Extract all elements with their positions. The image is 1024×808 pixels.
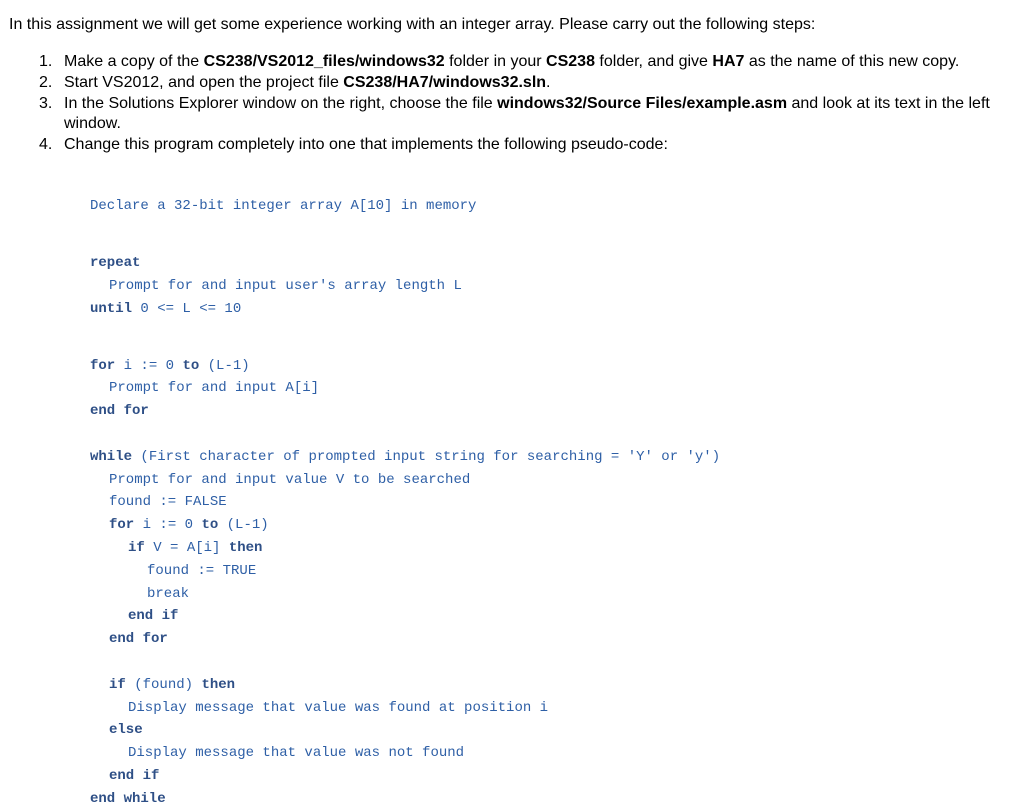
code-text: (First character of prompted input string for searching = 'Y' or 'y') [132,448,721,465]
code-line [109,493,227,511]
code-line [90,402,149,420]
code-text: (L-1) [218,517,269,534]
code-keyword: end while [90,790,166,807]
code-text: found := TRUE [147,562,257,579]
code-line [90,254,140,272]
code-line [109,676,235,694]
code-text: (found) [125,676,202,693]
code-line [128,699,548,717]
step-text: and look at its text in the left window. [64,95,990,132]
code-keyword: end if [109,768,160,784]
code-keyword: repeat [90,255,141,271]
code-keyword: end for [109,631,168,648]
intro-text: In this assignment we will get some experience working with an integer array. Please carry out the following steps: [9,16,816,33]
code-text: (L-1) [199,357,250,374]
code-line [109,630,168,648]
code-line [109,379,319,397]
code-keyword: then [228,540,263,556]
code-keyword: until [90,300,133,317]
code-keyword: to [182,357,200,374]
step-text: In the Solutions Explorer window on the right, choose the file [64,95,498,112]
step-number: 3. [39,95,53,112]
step-item [26,94,1016,134]
code-text: break [147,585,190,602]
code-line [109,471,470,489]
code-keyword: if [109,676,126,693]
step-text: . [546,74,551,91]
code-line [128,539,262,557]
step-item [26,52,1016,72]
code-text: found := FALSE [109,494,227,511]
step-number: 1. [39,53,53,70]
code-text: Display message that value was found at position i [128,699,549,716]
code-line [90,448,720,466]
step-bold-text: HA7 [712,53,745,70]
code-text: Declare a 32-bit integer array A[10] in memory [90,198,477,214]
code-line [90,790,166,808]
step-text: folder, and give [594,53,713,70]
code-line [90,300,241,318]
code-keyword: end for [90,403,149,420]
code-line [109,277,462,295]
code-text: Prompt for and input value V to be searched [109,471,471,488]
code-keyword: for [109,517,135,534]
code-text: i := 0 [115,357,183,374]
code-line [109,767,159,785]
code-keyword: while [90,448,133,465]
step-text: Start VS2012, and open the project file [64,74,344,91]
code-line [128,744,464,762]
code-text: Prompt for and input user's array length L [109,277,462,294]
step-item [26,73,1016,93]
step-number: 4. [39,136,53,153]
steps-list [26,52,1016,156]
step-text: Change this program completely into one that implements the following pseudo-code: [64,136,668,153]
step-text: as the name of this new copy. [744,53,960,70]
code-line [109,516,269,534]
code-keyword: else [109,722,143,739]
code-text: i := 0 [134,517,202,534]
code-line [90,357,250,375]
code-text: Display message that value was not found [128,745,465,762]
code-line [90,197,476,215]
step-item [26,135,1016,155]
code-keyword: for [90,357,116,374]
code-text: 0 <= L <= 10 [132,300,242,317]
step-bold-text: CS238/HA7/windows32.sln [343,74,547,91]
code-line [147,562,256,580]
step-bold-text: CS238 [546,53,595,70]
code-line [128,607,178,625]
code-keyword: to [201,517,219,534]
code-keyword: then [201,676,236,693]
step-text: Make a copy of the [64,53,204,70]
code-text: Prompt for and input A[i] [109,380,320,397]
step-bold-text: CS238/VS2012_files/windows32 [203,53,445,70]
code-line [109,721,143,739]
step-number: 2. [39,74,53,91]
code-text: V = A[i] [144,540,229,556]
step-text: folder in your [444,53,547,70]
code-keyword: end if [128,608,179,625]
code-line [147,585,189,603]
step-bold-text: windows32/Source Files/example.asm [497,95,788,112]
code-keyword: if [128,540,145,556]
